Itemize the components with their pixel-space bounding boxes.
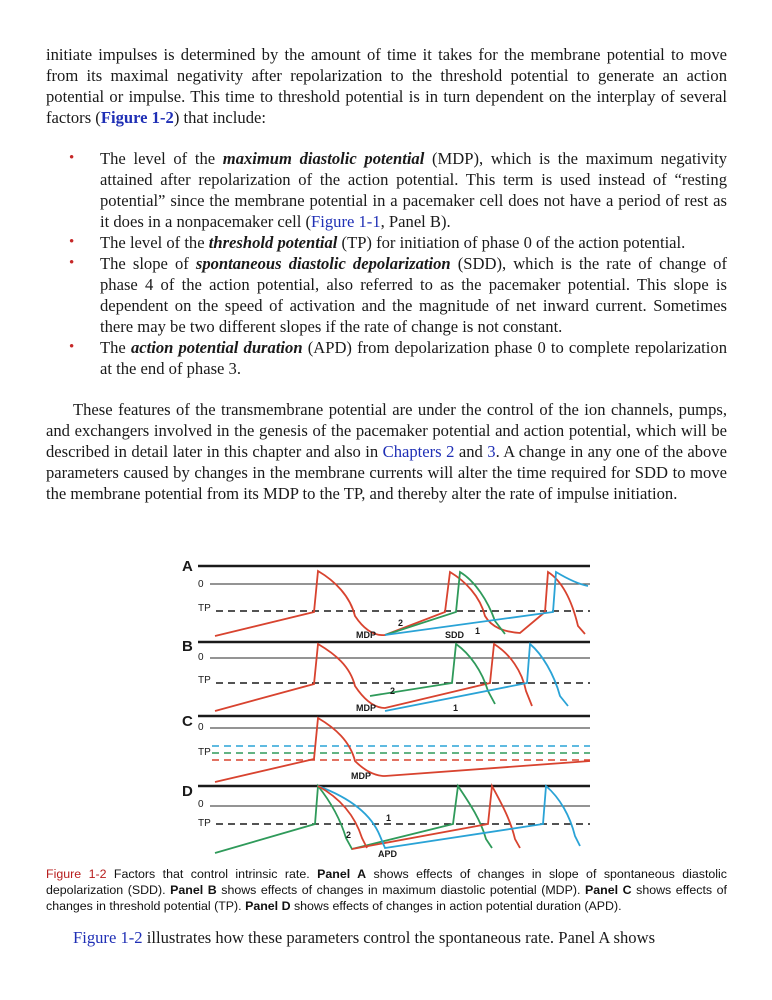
para-text: illustrates how these parameters control the spontaneous rate. Panel A shows: [142, 928, 656, 947]
panel-d-letter: D: [182, 783, 193, 800]
chapters-2-link[interactable]: Chapters 2: [382, 442, 455, 461]
sdd-label: SDD: [445, 630, 465, 640]
panel-a-letter: A: [182, 558, 193, 575]
list-item: [46, 337, 727, 379]
panel-c: [182, 713, 590, 782]
item-text: The level of the: [100, 149, 223, 168]
key-term: action potential duration: [130, 338, 303, 357]
intro-text: initiate impulses is determined by the amount of time it takes for the membrane potential to move from its maximal negativity after repolarization to the threshold potential to generate an action potential or impulse. This time to threshold potential is in turn dependent on the interplay of several factors (: [46, 45, 727, 127]
item-text: The: [100, 338, 131, 357]
closing-paragraph: [46, 927, 727, 948]
second-paragraph: [46, 399, 727, 504]
caption-text: shows effects of changes in threshold potential (TP).: [46, 883, 727, 913]
curve-1-label: 1: [453, 703, 459, 713]
list-item: [46, 232, 727, 253]
para-text: These features of the transmembrane potential are under the control of the ion channels, pumps, and exchangers involved in the genesis of the pacemaker potential and action potential, which will be described in detail later in this chapter and also in: [46, 400, 727, 461]
zero-label: 0: [198, 722, 204, 733]
figure-1-2: [170, 556, 600, 861]
trace-red: [215, 644, 532, 711]
zero-label: 0: [198, 799, 204, 810]
panel-b: [182, 638, 590, 713]
para-text: and: [454, 442, 488, 461]
factor-list: [46, 148, 727, 379]
apd-label: APD: [378, 849, 398, 859]
intro-text-end: ) that include:: [173, 108, 266, 127]
caption-label: Figure 1-2: [46, 867, 107, 881]
tp-label: TP: [198, 675, 211, 686]
item-text: The slope of: [100, 254, 196, 273]
bullet-icon: •: [69, 150, 75, 166]
intro-paragraph: [46, 44, 727, 128]
curve-2-label: 2: [398, 618, 404, 628]
list-item: [46, 253, 727, 337]
tp-label: TP: [198, 603, 211, 614]
panel-d: [182, 783, 590, 859]
caption-text: shows effects of changes in action potential duration (APD).: [290, 899, 622, 913]
figure-1-2-link[interactable]: Figure 1-2: [73, 928, 143, 947]
item-text: (SDD), which is the rate of change of phase 4 of the action potential, also referred to as the pacemaker potential. This slope is dependent on the speed of activation and the magnitude of net inward current. Sometimes there may be two different slopes if the rate of change is not constant.: [100, 254, 727, 336]
curve-2-label: 2: [390, 686, 396, 696]
zero-label: 0: [198, 652, 204, 663]
curve-1-label: 1: [386, 813, 392, 823]
caption-bold: Panel A: [317, 867, 367, 881]
body-text: [46, 44, 727, 504]
curve-2-label: 2: [346, 830, 352, 840]
panel-a: [182, 558, 590, 640]
para-text: . A change in any one of the above parameters caused by changes in the membrane currents will alter the time required for SDD to move the membrane potential from its MDP to the TP, and thereby alter the rate of impulse initiation.: [46, 442, 728, 503]
trace-blue: [318, 786, 580, 848]
bullet-icon: •: [69, 234, 75, 250]
panel-b-letter: B: [182, 638, 193, 655]
caption-bold: Panel C: [585, 883, 632, 897]
list-item: [46, 148, 727, 232]
tp-label: TP: [198, 818, 211, 829]
chapter-3-link[interactable]: 3: [487, 442, 496, 461]
item-text: (APD) from depolarization phase 0 to complete repolarization at the end of phase 3.: [100, 338, 727, 378]
key-term: spontaneous diastolic depolarization: [195, 254, 451, 273]
key-term: threshold potential: [208, 233, 338, 252]
mdp-label: MDP: [356, 630, 376, 640]
tp-label: TP: [198, 747, 211, 758]
key-term: maximum diastolic potential: [222, 149, 425, 168]
figure-caption: [46, 866, 727, 914]
caption-text: shows effects of changes in maximum diastolic potential (MDP).: [216, 883, 586, 897]
item-text: , Panel B).: [380, 212, 451, 231]
caption-bold: Panel B: [170, 883, 217, 897]
mdp-label: MDP: [351, 771, 371, 781]
caption-text: shows effects of changes in slope of spontaneous diastolic depolarization (SDD).: [46, 867, 727, 897]
zero-label: 0: [198, 579, 204, 590]
caption-text: Factors that control intrinsic rate.: [106, 867, 318, 881]
figure-1-1-link[interactable]: Figure 1-1: [311, 212, 381, 231]
bullet-icon: •: [69, 255, 75, 271]
caption-bold: Panel D: [245, 899, 291, 913]
curve-1-label: 1: [475, 626, 481, 636]
item-text: The level of the: [100, 233, 209, 252]
mdp-label: MDP: [356, 703, 376, 713]
trace-green: [370, 644, 495, 704]
item-text: (MDP), which is the maximum negativity attained after repolarization of the action potential. This term is used instead of “resting potential” since the membrane potential in a pacemaker cell does not have a period of rest as it does in a nonpacemaker cell (: [100, 149, 727, 231]
item-text: (TP) for initiation of phase 0 of the action potential.: [337, 233, 686, 252]
panel-c-letter: C: [182, 713, 193, 730]
figure-1-2-link[interactable]: Figure 1-2: [100, 108, 174, 127]
bullet-icon: •: [69, 339, 75, 355]
